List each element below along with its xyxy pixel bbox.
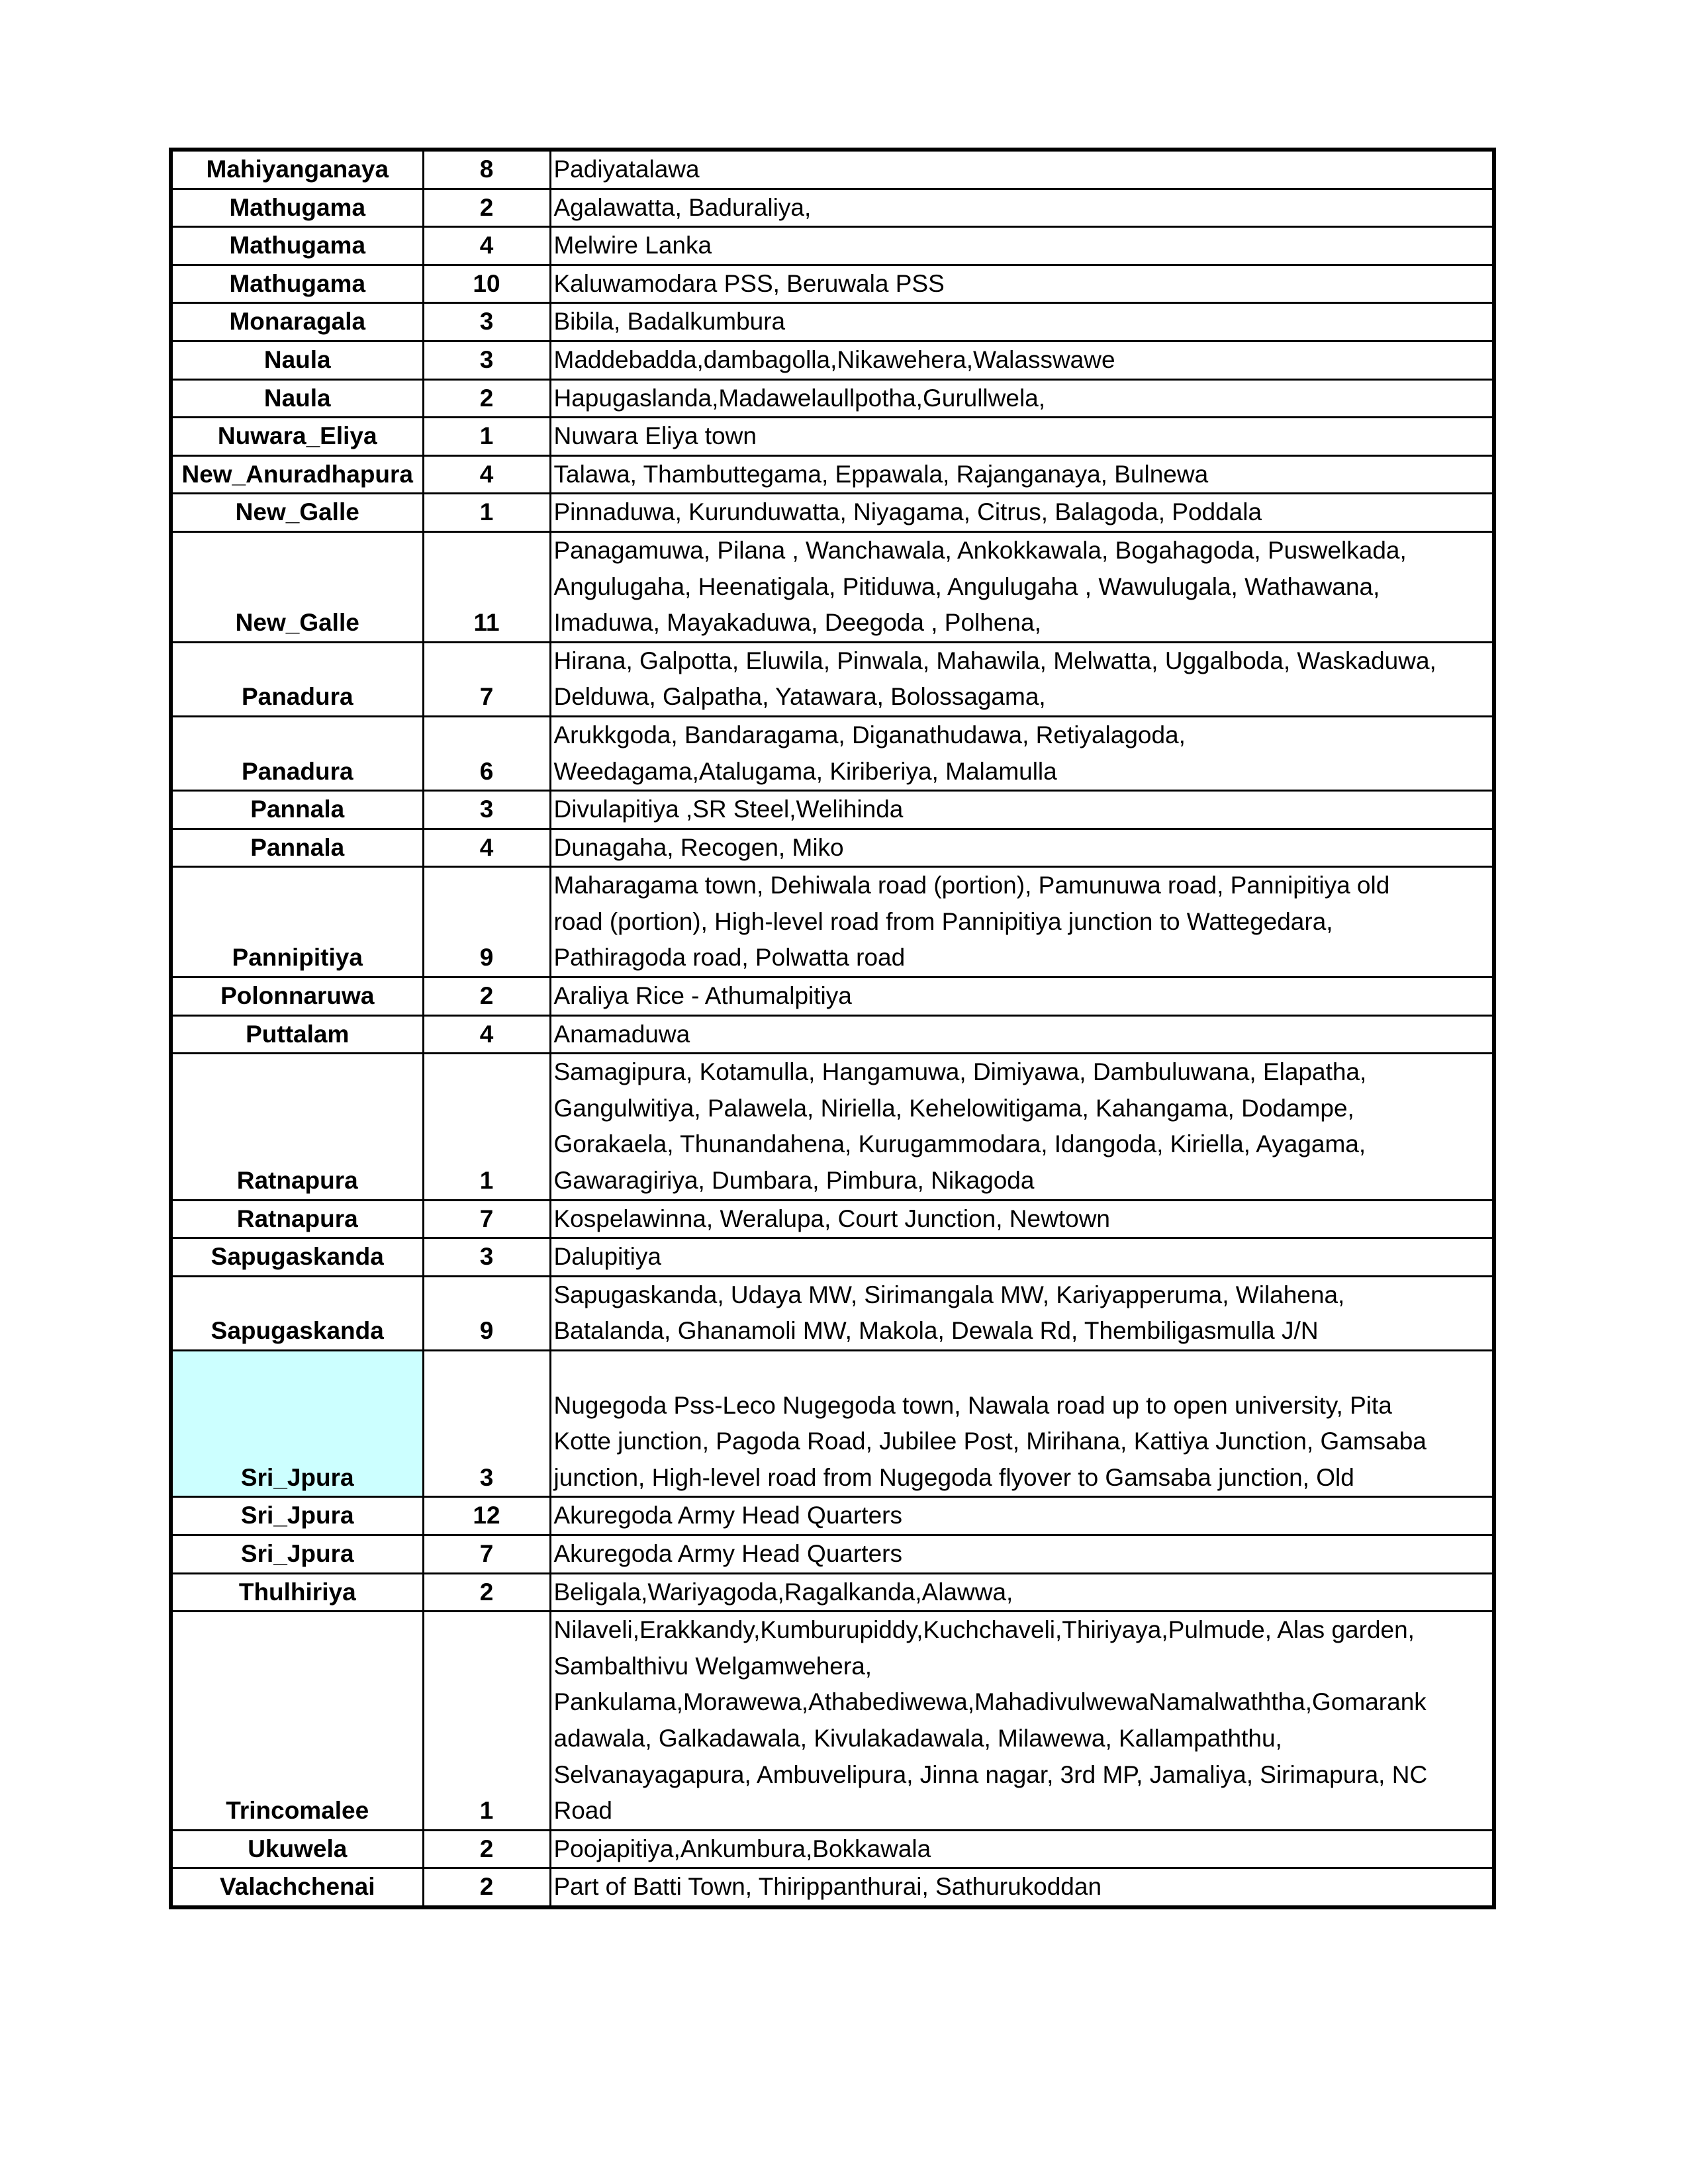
feeder-cell: 4 bbox=[423, 455, 550, 494]
feeder-cell: 1 bbox=[423, 1054, 550, 1200]
substation-cell: Ratnapura bbox=[171, 1054, 423, 1200]
substation-cell: Nuwara_Eliya bbox=[171, 418, 423, 456]
substation-cell: Ukuwela bbox=[171, 1830, 423, 1868]
table-row bbox=[171, 1573, 1494, 1612]
feeder-cell: 4 bbox=[423, 829, 550, 867]
areas-cell: Samagipura, Kotamulla, Hangamuwa, Dimiyawa, Dambuluwana, Elapatha, Gangulwitiya, Palawela, Niriella, Kehelowitigama, Kahangama, Dodampe, Gorakaela, Thunandahena, Kurugammodara, Idangoda, Kiriella, Ayagama, Gawaragiriya, Dumbara, Pimbura, Nikagoda bbox=[550, 1054, 1494, 1200]
feeder-cell: 8 bbox=[423, 150, 550, 189]
feeder-cell: 2 bbox=[423, 379, 550, 418]
feeder-cell: 2 bbox=[423, 1830, 550, 1868]
areas-cell: Part of Batti Town, Thirippanthurai, Sathurukoddan bbox=[550, 1868, 1494, 1907]
substation-cell: Pannala bbox=[171, 791, 423, 829]
substation-cell: Trincomalee bbox=[171, 1612, 423, 1831]
areas-cell: Hirana, Galpotta, Eluwila, Pinwala, Mahawila, Melwatta, Uggalboda, Waskaduwa, Delduwa, Galpatha, Yatawara, Bolossagama, bbox=[550, 642, 1494, 716]
table-row bbox=[171, 1830, 1494, 1868]
substation-cell: Sri_Jpura bbox=[171, 1497, 423, 1535]
table-row bbox=[171, 418, 1494, 456]
substation-cell: Monaragala bbox=[171, 303, 423, 341]
substation-cell: New_Anuradhapura bbox=[171, 455, 423, 494]
feeder-cell: 12 bbox=[423, 1497, 550, 1535]
areas-cell-highlighted-row: Nugegoda Pss-Leco Nugegoda town, Nawala road up to open university, Pita Kotte junction, Pagoda Road, Jubilee Post, Mirihana, Kattiya Junction, Gamsaba junction, High-level road from Nugegoda flyover to Gamsaba junction, Old bbox=[550, 1351, 1494, 1497]
substation-cell: Sapugaskanda bbox=[171, 1238, 423, 1277]
table-row bbox=[171, 265, 1494, 303]
table-row bbox=[171, 1612, 1494, 1831]
areas-cell: Arukkgoda, Bandaragama, Diganathudawa, Retiyalagoda, Weedagama,Atalugama, Kiriberiya, Malamulla bbox=[550, 716, 1494, 790]
areas-cell: Maharagama town, Dehiwala road (portion), Pamunuwa road, Pannipitiya old road (portion), High-level road from Pannipitiya junction to Wattegedara, Pathiragoda road, Polwatta road bbox=[550, 867, 1494, 978]
table-row bbox=[171, 1868, 1494, 1907]
areas-cell: Nuwara Eliya town bbox=[550, 418, 1494, 456]
feeder-cell: 3 bbox=[423, 341, 550, 379]
areas-cell: Padiyatalawa bbox=[550, 150, 1494, 189]
substation-cell: Polonnaruwa bbox=[171, 978, 423, 1016]
substation-cell: Puttalam bbox=[171, 1015, 423, 1054]
table-row bbox=[171, 455, 1494, 494]
areas-cell: Anamaduwa bbox=[550, 1015, 1494, 1054]
table-row bbox=[171, 341, 1494, 379]
areas-cell: Melwire Lanka bbox=[550, 227, 1494, 265]
outage-area-table bbox=[169, 148, 1496, 1909]
areas-cell: Akuregoda Army Head Quarters bbox=[550, 1535, 1494, 1573]
areas-cell: Hapugaslanda,Madawelaullpotha,Gurullwela, bbox=[550, 379, 1494, 418]
areas-cell: Poojapitiya,Ankumbura,Bokkawala bbox=[550, 1830, 1494, 1868]
areas-cell: Talawa, Thambuttegama, Eppawala, Rajanganaya, Bulnewa bbox=[550, 455, 1494, 494]
substation-cell: New_Galle bbox=[171, 494, 423, 532]
feeder-cell: 6 bbox=[423, 716, 550, 790]
feeder-cell: 1 bbox=[423, 494, 550, 532]
substation-cell: Thulhiriya bbox=[171, 1573, 423, 1612]
feeder-cell: 4 bbox=[423, 227, 550, 265]
table-row bbox=[171, 642, 1494, 716]
substation-cell: Mathugama bbox=[171, 189, 423, 227]
table-row bbox=[171, 1535, 1494, 1573]
feeder-cell: 2 bbox=[423, 978, 550, 1016]
areas-cell: Panagamuwa, Pilana , Wanchawala, Ankokkawala, Bogahagoda, Puswelkada, Angulugaha, Heenatigala, Pitiduwa, Angulugaha , Wawulugala, Wathawana, Imaduwa, Mayakaduwa, Deegoda , Polhena, bbox=[550, 531, 1494, 642]
table-row bbox=[171, 379, 1494, 418]
areas-cell: Kospelawinna, Weralupa, Court Junction, Newtown bbox=[550, 1200, 1494, 1238]
feeder-cell: 7 bbox=[423, 642, 550, 716]
areas-cell: Akuregoda Army Head Quarters bbox=[550, 1497, 1494, 1535]
areas-cell: Beligala,Wariyagoda,Ragalkanda,Alawwa, bbox=[550, 1573, 1494, 1612]
substation-cell: Sapugaskanda bbox=[171, 1276, 423, 1350]
substation-cell: Sri_Jpura bbox=[171, 1351, 423, 1497]
areas-cell: Sapugaskanda, Udaya MW, Sirimangala MW, Kariyapperuma, Wilahena, Batalanda, Ghanamoli MW, Makola, Dewala Rd, Thembiligasmulla J/N bbox=[550, 1276, 1494, 1350]
feeder-cell: 11 bbox=[423, 531, 550, 642]
areas-cell: Dunagaha, Recogen, Miko bbox=[550, 829, 1494, 867]
table-row bbox=[171, 1351, 1494, 1497]
substation-cell: Mathugama bbox=[171, 227, 423, 265]
substation-cell: Panadura bbox=[171, 716, 423, 790]
table-row bbox=[171, 978, 1494, 1016]
feeder-cell: 2 bbox=[423, 1868, 550, 1907]
substation-cell: Sri_Jpura bbox=[171, 1535, 423, 1573]
areas-cell: Divulapitiya ,SR Steel,Welihinda bbox=[550, 791, 1494, 829]
feeder-cell: 9 bbox=[423, 1276, 550, 1350]
areas-cell: Agalawatta, Baduraliya, bbox=[550, 189, 1494, 227]
substation-cell: Ratnapura bbox=[171, 1200, 423, 1238]
feeder-cell: 3 bbox=[423, 791, 550, 829]
feeder-cell: 3 bbox=[423, 1238, 550, 1277]
table-row bbox=[171, 867, 1494, 978]
table-row bbox=[171, 1015, 1494, 1054]
table-row bbox=[171, 150, 1494, 189]
areas-cell: Kaluwamodara PSS, Beruwala PSS bbox=[550, 265, 1494, 303]
table-row bbox=[171, 189, 1494, 227]
substation-cell: Pannipitiya bbox=[171, 867, 423, 978]
feeder-cell: 7 bbox=[423, 1200, 550, 1238]
feeder-cell: 10 bbox=[423, 265, 550, 303]
feeder-cell: 1 bbox=[423, 1612, 550, 1831]
table-body bbox=[171, 150, 1494, 1907]
table-row bbox=[171, 829, 1494, 867]
substation-cell: Panadura bbox=[171, 642, 423, 716]
substation-cell: Naula bbox=[171, 341, 423, 379]
feeder-cell: 2 bbox=[423, 1573, 550, 1612]
areas-cell: Maddebadda,dambagolla,Nikawehera,Walasswawe bbox=[550, 341, 1494, 379]
feeder-cell: 4 bbox=[423, 1015, 550, 1054]
table-row bbox=[171, 1497, 1494, 1535]
substation-cell: Pannala bbox=[171, 829, 423, 867]
table-row bbox=[171, 1200, 1494, 1238]
substation-cell: Mahiyanganaya bbox=[171, 150, 423, 189]
feeder-cell: 3 bbox=[423, 303, 550, 341]
table-row bbox=[171, 1276, 1494, 1350]
feeder-cell: 9 bbox=[423, 867, 550, 978]
areas-cell: Araliya Rice - Athumalpitiya bbox=[550, 978, 1494, 1016]
areas-cell: Pinnaduwa, Kurunduwatta, Niyagama, Citrus, Balagoda, Poddala bbox=[550, 494, 1494, 532]
table-row bbox=[171, 1238, 1494, 1277]
areas-cell: Dalupitiya bbox=[550, 1238, 1494, 1277]
table-row bbox=[171, 716, 1494, 790]
substation-cell: New_Galle bbox=[171, 531, 423, 642]
areas-cell: Bibila, Badalkumbura bbox=[550, 303, 1494, 341]
feeder-cell: 2 bbox=[423, 189, 550, 227]
table-row bbox=[171, 227, 1494, 265]
table-row bbox=[171, 494, 1494, 532]
substation-cell: Valachchenai bbox=[171, 1868, 423, 1907]
table-row bbox=[171, 531, 1494, 642]
feeder-cell: 7 bbox=[423, 1535, 550, 1573]
table-row bbox=[171, 791, 1494, 829]
feeder-cell: 3 bbox=[423, 1351, 550, 1497]
feeder-cell: 1 bbox=[423, 418, 550, 456]
table-row bbox=[171, 1054, 1494, 1200]
substation-cell: Mathugama bbox=[171, 265, 423, 303]
substation-cell: Naula bbox=[171, 379, 423, 418]
table-row bbox=[171, 303, 1494, 341]
areas-cell: Nilaveli,Erakkandy,Kumburupiddy,Kuchchaveli,Thiriyaya,Pulmude, Alas garden, Sambalthivu Welgamwehera, Pankulama,Morawewa,Athabediwewa,MahadivulwewaNamalwaththa,Gomarank adawala, Galkadawala, Kivulakadawala, Milawewa, Kallampaththu, Selvanayagapura, Ambuvelipura, Jinna nagar, 3rd MP, Jamaliya, Sirimapura, NC Road bbox=[550, 1612, 1494, 1831]
